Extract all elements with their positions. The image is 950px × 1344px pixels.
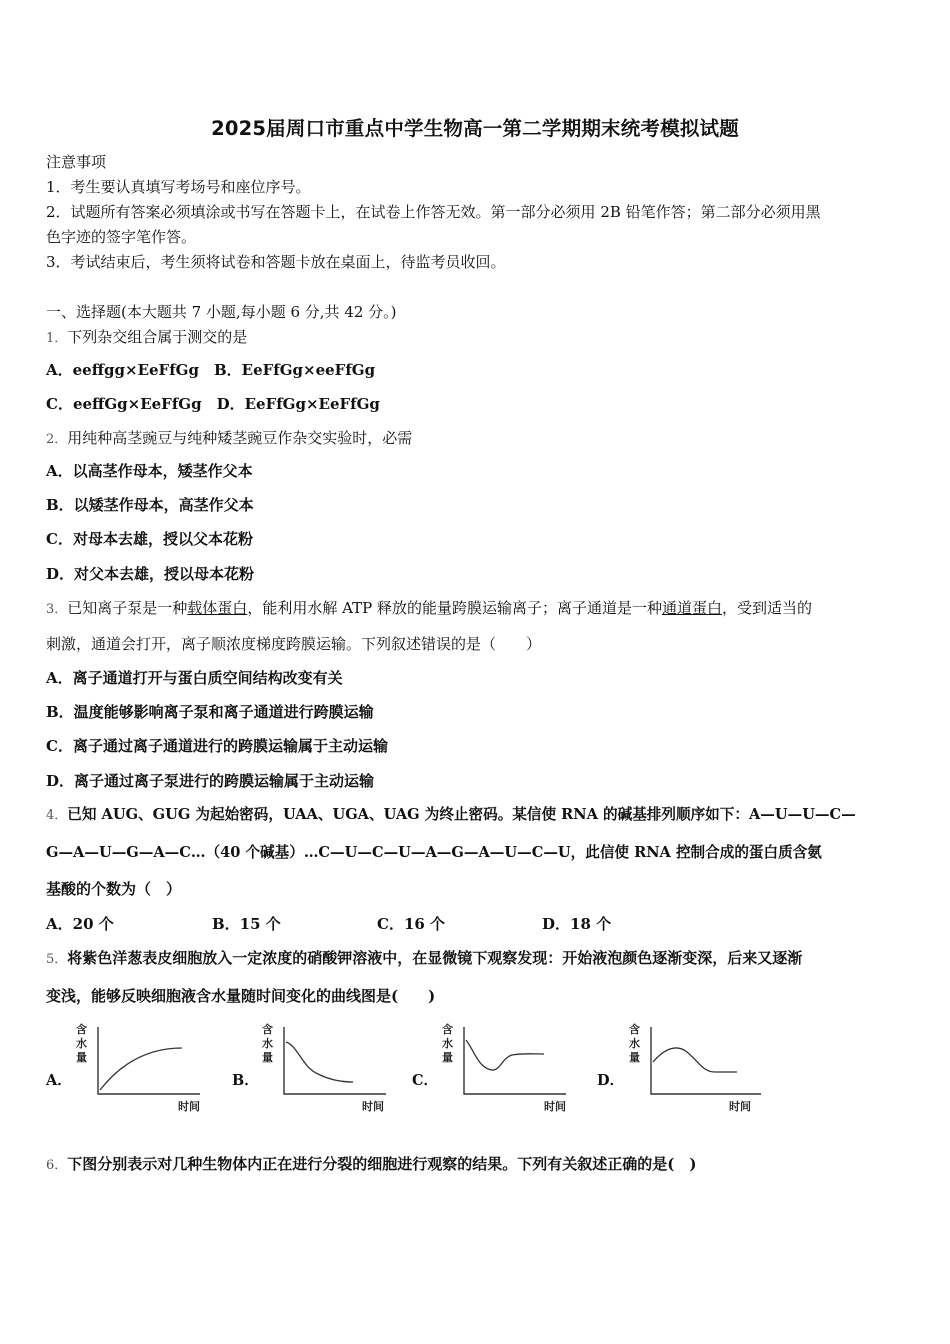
graph-d-label: D． — [597, 1072, 625, 1089]
question-4-option-a: A．20 个 — [46, 915, 114, 933]
question-3-option-d: D．离子通过离子泵进行的跨膜运输属于主动运输 — [46, 772, 375, 790]
question-1-options-row2: C．eeffGg×EeFfGg D．EeFfGg×EeFfGg — [46, 395, 380, 413]
graph-a-xlabel: 时间 — [178, 1100, 200, 1113]
notice-item-2-cont: 色字迹的签字笔作答。 — [46, 228, 197, 246]
question-text: 将紫色洋葱表皮细胞放入一定浓度的硝酸钾溶液中，在显微镜下观察发现：开始液泡颜色逐渐变深，后来又逐渐 — [67, 949, 803, 967]
graph-a-ylabel-3: 量 — [76, 1051, 87, 1064]
question-number: 6． — [46, 1158, 68, 1173]
question-number: 1． — [46, 331, 68, 346]
graph-a-label: A． — [46, 1072, 72, 1089]
graph-d-axes — [651, 1027, 761, 1094]
graph-c-xlabel: 时间 — [544, 1100, 566, 1113]
question-3-option-b: B．温度能够影响离子泵和离子通道进行跨膜运输 — [46, 703, 374, 721]
graph-a-ylabel-2: 水 — [76, 1037, 87, 1050]
graph-b-ylabel-2: 水 — [262, 1037, 273, 1050]
question-1-stem — [46, 327, 247, 349]
question-text: 下图分别表示对几种生物体内正在进行分裂的细胞进行观察的结果。下列有关叙述正确的是( ) — [67, 1155, 697, 1173]
question-2-option-b: B．以矮茎作母本，高茎作父本 — [46, 496, 254, 514]
graph-c-ylabel-1: 含 — [442, 1023, 453, 1036]
graph-c-label: C． — [412, 1072, 439, 1089]
graph-b-xlabel: 时间 — [362, 1100, 384, 1113]
question-2-option-a: A．以高茎作母本，矮茎作父本 — [46, 462, 253, 480]
question-2-stem — [46, 428, 412, 450]
notice-item-2: 2．试题所有答案必须填涂或书写在答题卡上，在试卷上作答无效。第一部分必须用 2B 铅笔作答；第二部分必须用黑 — [46, 203, 821, 221]
question-text: 下列杂交组合属于测交的是 — [67, 328, 248, 346]
question-text: 用纯种高茎豌豆与纯种矮茎豌豆作杂交实验时，必需 — [67, 429, 413, 447]
notice-item-1: 1．考生要认真填写考场号和座位序号。 — [46, 178, 311, 196]
graph-d — [625, 1022, 785, 1117]
graph-c-ylabel-3: 量 — [442, 1051, 453, 1064]
underlined-term: 载体蛋白 — [187, 599, 248, 617]
question-number: 5． — [46, 952, 68, 967]
question-text: 已知离子泵是一种 — [67, 599, 188, 617]
underlined-term: 通道蛋白 — [661, 599, 722, 617]
question-3-option-a: A．离子通道打开与蛋白质空间结构改变有关 — [46, 669, 343, 687]
question-text: ，受到适当的 — [721, 599, 812, 617]
question-4-option-d: D．18 个 — [542, 915, 612, 933]
graph-b — [258, 1022, 418, 1117]
graph-d-xlabel: 时间 — [729, 1100, 751, 1113]
question-3-stem-line1 — [46, 598, 812, 620]
question-3-stem-line2: 刺激，通道会打开，离子顺浓度梯度跨膜运输。下列叙述错误的是（ ） — [46, 635, 542, 653]
question-4-option-c: C．16 个 — [377, 915, 446, 933]
graph-b-ylabel-3: 量 — [262, 1051, 273, 1064]
question-number: 4． — [46, 808, 68, 823]
notice-item-3: 3．考试结束后，考生须将试卷和答题卡放在桌面上，待监考员收回。 — [46, 253, 506, 271]
graph-d-ylabel-2: 水 — [629, 1037, 640, 1050]
section-heading: 一、选择题(本大题共 7 小题,每小题 6 分,共 42 分。) — [46, 303, 397, 321]
graph-b-axes — [284, 1027, 386, 1094]
question-4-stem-line2: G—A—U—G—A—C…（40 个碱基）…C—U—C—U—A—G—A—U—C—U，此信使 RNA 控制合成的蛋白质含氨 — [46, 844, 822, 861]
question-1-options-row1: A．eeffgg×EeFfGg B．EeFfGg×eeFfGg — [46, 361, 376, 379]
question-5-stem-line1 — [46, 948, 802, 970]
question-2-option-c: C．对母本去雄，授以父本花粉 — [46, 530, 253, 548]
graph-b-ylabel-1: 含 — [262, 1023, 273, 1036]
question-number: 3． — [46, 602, 68, 617]
graph-c-ylabel-2: 水 — [442, 1037, 453, 1050]
page-title: 2025届周口市重点中学生物高一第二学期期末统考模拟试题 — [211, 117, 739, 140]
graph-c — [438, 1022, 598, 1117]
notice-heading: 注意事项 — [46, 153, 107, 171]
graph-b-label: B． — [232, 1072, 259, 1089]
graph-c-axes — [464, 1027, 566, 1094]
question-text: 已知 AUG、GUG 为起始密码，UAA、UGA、UAG 为终止密码。某信使 RNA 的碱基排列顺序如下：A—U—U—C— — [67, 806, 856, 823]
graph-d-curve — [653, 1048, 737, 1072]
question-4-option-b: B．15 个 — [212, 915, 281, 933]
question-4-stem-line3: 基酸的个数为（ ） — [46, 880, 182, 898]
graph-a — [72, 1022, 232, 1117]
graph-a-axes — [98, 1027, 200, 1094]
question-2-option-d: D．对父本去雄，授以母本花粉 — [46, 565, 255, 583]
question-6-stem — [46, 1154, 696, 1176]
question-number: 2． — [46, 432, 68, 447]
graph-c-curve — [466, 1040, 544, 1070]
graph-a-curve — [100, 1048, 182, 1090]
graph-a-ylabel-1: 含 — [76, 1023, 87, 1036]
question-3-option-c: C．离子通过离子通道进行的跨膜运输属于主动运输 — [46, 737, 388, 755]
question-text: ，能利用水解 ATP 释放的能量跨膜运输离子；离子通道是一种 — [247, 599, 662, 617]
graph-d-ylabel-3: 量 — [629, 1051, 640, 1064]
graph-d-ylabel-1: 含 — [629, 1023, 640, 1036]
question-4-stem-line1 — [46, 805, 856, 826]
question-5-stem-line2: 变浅，能够反映细胞液含水量随时间变化的曲线图是( ) — [46, 987, 436, 1005]
graph-b-curve — [286, 1042, 353, 1082]
